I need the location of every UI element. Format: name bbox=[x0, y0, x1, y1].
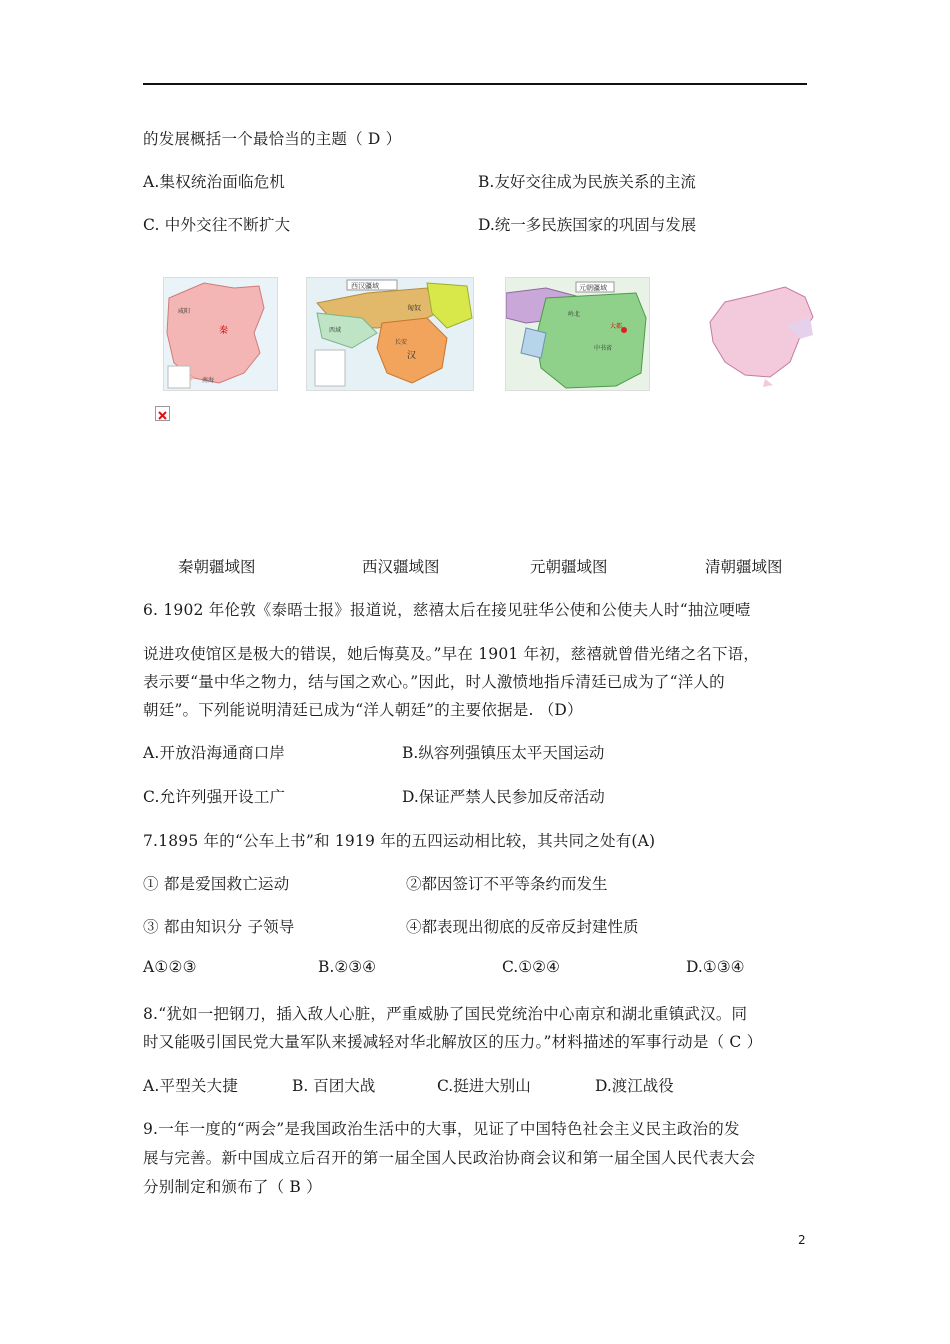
q7-option-a: A①②③ bbox=[143, 958, 197, 976]
q7-item-3: ③ 都由知识分 子领导 bbox=[143, 918, 295, 936]
q5-option-a: A.集权统治面临危机 bbox=[143, 173, 286, 191]
q7-option-c: C.①②④ bbox=[502, 958, 560, 976]
q6-stem-line: 6. 1902 年伦敦《泰晤士报》报道说，慈禧太后在接见驻华公使和公使夫人时“抽泣哽噎 bbox=[143, 601, 751, 619]
broken-image-icon bbox=[155, 406, 170, 421]
yuan-map-caption: 元朝疆域图 bbox=[530, 558, 608, 576]
q8-stem-line: 8.“犹如一把钢刀，插入敌人心脏，严重威胁了国民党统治中心南京和湖北重镇武汉。同 bbox=[143, 1005, 748, 1023]
q9-stem-line: 展与完善。新中国成立后召开的第一届全国人民政治协商会议和第一届全国人民代表大会 bbox=[143, 1149, 756, 1167]
qin-map-label: 秦 bbox=[219, 326, 229, 336]
xihan-map-title: 西汉疆域 bbox=[351, 282, 379, 290]
q6-option-a: A.开放沿海通商口岸 bbox=[143, 744, 286, 762]
qin-map-label: 咸阳 bbox=[178, 308, 191, 315]
q5-stem-tail: 的发展概括一个最恰当的主题（ D ） bbox=[143, 130, 402, 148]
q7-option-d: D.①③④ bbox=[686, 958, 745, 976]
q8-option-c: C.挺进大别山 bbox=[437, 1077, 531, 1095]
xihan-map-label: 匈奴 bbox=[407, 304, 421, 312]
qin-map-image bbox=[163, 277, 278, 391]
qing-map-image bbox=[705, 277, 815, 389]
yuan-map-title: 元朝疆域 bbox=[579, 284, 607, 292]
q6-option-c: C.允许列强开设工广 bbox=[143, 788, 286, 806]
yuan-map-label: 中书省 bbox=[594, 345, 613, 352]
xihan-map-image bbox=[306, 277, 474, 391]
q9-stem-line: 分别制定和颁布了（ B ） bbox=[143, 1178, 322, 1196]
xihan-map-caption: 西汉疆域图 bbox=[362, 558, 440, 576]
q6-stem-line: 朝廷”。下列能说明清廷已成为“洋人朝廷”的主要依据是. （D） bbox=[143, 701, 583, 719]
q6-stem-line: 说进攻使馆区是极大的错误，她后悔莫及。”早在 1901 年初，慈禧就曾借光绪之名下语， bbox=[143, 645, 760, 663]
q6-option-b: B.纵容列强镇压太平天国运动 bbox=[402, 744, 605, 762]
qing-map-caption: 清朝疆域图 bbox=[705, 558, 783, 576]
q5-option-b: B.友好交往成为民族关系的主流 bbox=[478, 173, 696, 191]
xihan-map-label: 汉 bbox=[407, 351, 417, 361]
q6-option-d: D.保证严禁人民参加反帝活动 bbox=[402, 788, 605, 806]
q5-option-d: D.统一多民族国家的巩固与发展 bbox=[478, 216, 697, 234]
qin-map-caption: 秦朝疆域图 bbox=[178, 558, 256, 576]
q7-item-2: ②都因签订不平等条约而发生 bbox=[406, 875, 608, 893]
q8-option-d: D.渡江战役 bbox=[595, 1077, 674, 1095]
xihan-map-label: 西域 bbox=[329, 327, 342, 334]
q8-option-a: A.平型关大捷 bbox=[143, 1077, 239, 1095]
xihan-map-label: 长安 bbox=[395, 339, 408, 346]
header-rule bbox=[143, 83, 807, 85]
q8-option-b: B. 百团大战 bbox=[292, 1077, 376, 1095]
qin-map-label: 南海 bbox=[202, 377, 215, 384]
q7-item-1: ① 都是爱国救亡运动 bbox=[143, 875, 290, 893]
yuan-map-label: 大都 bbox=[610, 323, 623, 330]
yuan-map-image bbox=[505, 277, 650, 391]
q6-stem-line: 表示要“量中华之物力，结与国之欢心。”因此，时人激愤地指斥清廷已成为了“洋人的 bbox=[143, 673, 725, 691]
q5-option-c: C. 中外交往不断扩大 bbox=[143, 216, 291, 234]
page-number: 2 bbox=[798, 1233, 806, 1247]
q9-stem-line: 9.一年一度的“两会”是我国政治生活中的大事，见证了中国特色社会主义民主政治的发 bbox=[143, 1120, 740, 1138]
q7-option-b: B.②③④ bbox=[318, 958, 377, 976]
q7-item-4: ④都表现出彻底的反帝反封建性质 bbox=[406, 918, 639, 936]
q8-stem-line: 时又能吸引国民党大量军队来援减轻对华北解放区的压力。”材料描述的军事行动是（ C ） bbox=[143, 1033, 763, 1051]
yuan-map-label: 岭北 bbox=[568, 311, 581, 318]
q7-stem: 7.1895 年的“公车上书”和 1919 年的五四运动相比较，其共同之处有(A) bbox=[143, 832, 656, 850]
